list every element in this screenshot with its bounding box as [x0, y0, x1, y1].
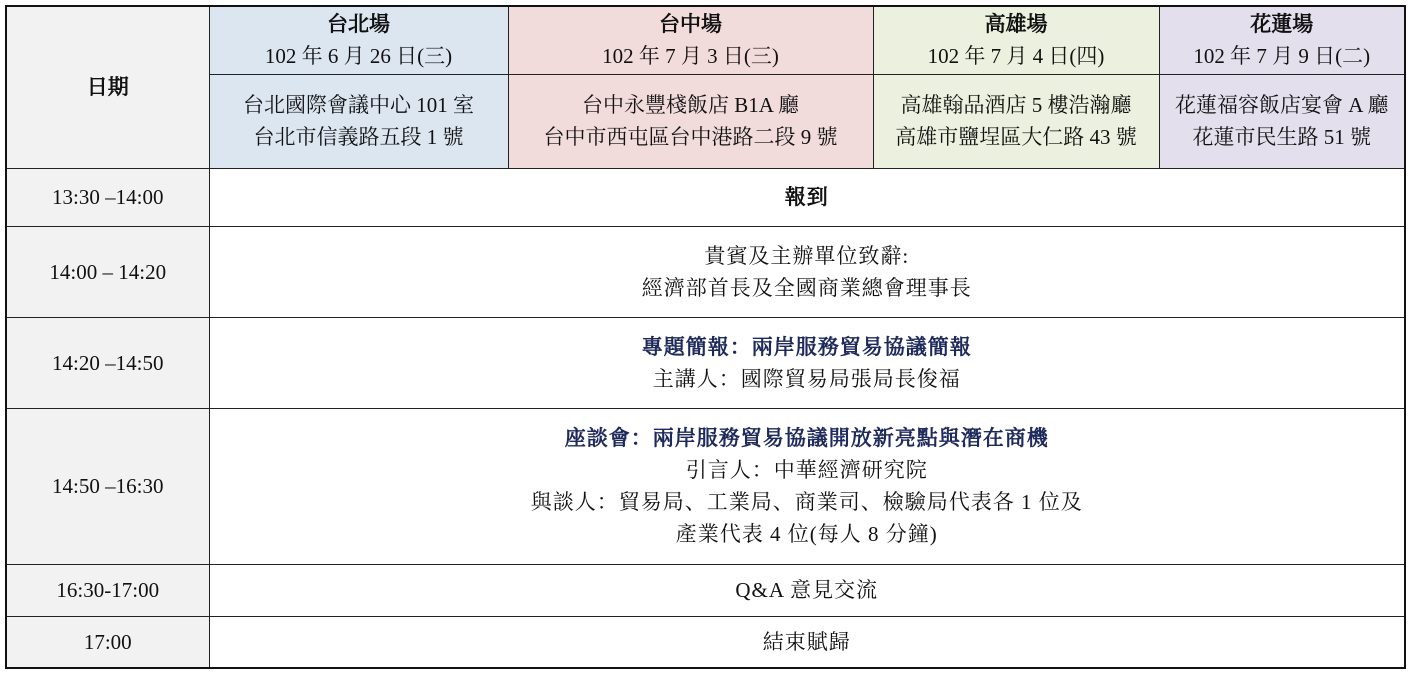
schedule-table: [5, 5, 1406, 669]
venue-location-row: [6, 74, 1405, 168]
schedule-row: [6, 317, 1405, 408]
time-cell: 14:50 –16:30: [6, 408, 209, 564]
agenda-line: 產業代表 4 位(每人 8 分鐘): [675, 522, 938, 546]
venue-taichung-location: [508, 74, 873, 168]
time-cell: 16:30-17:00: [6, 564, 209, 616]
schedule-row: [6, 616, 1405, 668]
schedule-row: [6, 408, 1405, 564]
agenda-cell: [209, 317, 1405, 408]
venue-header-row: [6, 6, 1405, 74]
agenda-checkin: 報到: [784, 185, 829, 209]
agenda-line: 結束賦歸: [762, 629, 851, 654]
venue-date: 102 年 6 月 26 日(三): [264, 44, 453, 69]
venue-hualien-header: [1159, 6, 1405, 74]
agenda-line: 貴賓及主辦單位致辭:: [704, 243, 910, 268]
agenda-title: 專題簡報：兩岸服務貿易協議簡報: [641, 334, 972, 359]
venue-date: 102 年 7 月 9 日(二): [1193, 44, 1371, 69]
venue-taipei-header: [209, 6, 508, 74]
agenda-cell: [209, 226, 1405, 317]
agenda-line: 主講人：國際貿易局張局長俊福: [652, 366, 961, 391]
venue-place: 台北國際會議中心 101 室: [243, 93, 474, 117]
venue-taichung-header: [508, 6, 873, 74]
agenda-cell: [209, 616, 1405, 668]
time-cell: 14:20 –14:50: [6, 317, 209, 408]
venue-address: 高雄市鹽埕區大仁路 43 號: [895, 125, 1137, 149]
time-cell: 14:00 – 14:20: [6, 226, 209, 317]
venue-place: 高雄翰品酒店 5 樓浩瀚廳: [900, 93, 1132, 117]
venue-place: 台中永豐棧飯店 B1A 廳: [581, 93, 799, 117]
agenda-cell: [209, 564, 1405, 616]
venue-name: 高雄場: [984, 12, 1048, 37]
agenda-line: Q&A 意見交流: [735, 578, 879, 602]
schedule-row: [6, 564, 1405, 616]
venue-hualien-location: [1159, 74, 1405, 168]
venue-address: 台北市信義路五段 1 號: [253, 125, 464, 149]
schedule-row: [6, 168, 1405, 226]
agenda-cell: [209, 168, 1405, 226]
agenda-line: 引言人：中華經濟研究院: [685, 458, 928, 482]
agenda-cell: [209, 408, 1405, 564]
venue-kaohsiung-header: [873, 6, 1159, 74]
venue-address: 台中市西屯區台中港路二段 9 號: [543, 125, 838, 149]
venue-address: 花蓮市民生路 51 號: [1192, 125, 1371, 149]
agenda-line: 與談人：貿易局、工業局、商業司、檢驗局代表各 1 位及: [530, 490, 1083, 514]
time-cell: 17:00: [6, 616, 209, 668]
agenda-line: 經濟部首長及全國商業總會理事長: [641, 275, 972, 300]
venue-name: 台北場: [327, 12, 390, 37]
venue-name: 花蓮場: [1250, 12, 1314, 37]
venue-name: 台中場: [659, 12, 722, 37]
venue-taipei-location: [209, 74, 508, 168]
date-column-header: 日期: [6, 6, 209, 168]
time-cell: 13:30 –14:00: [6, 168, 209, 226]
agenda-title: 座談會：兩岸服務貿易協議開放新亮點與潛在商機: [564, 426, 1049, 450]
schedule-row: [6, 226, 1405, 317]
venue-kaohsiung-location: [873, 74, 1159, 168]
venue-place: 花蓮福容飯店宴會 A 廳: [1174, 93, 1389, 117]
venue-date: 102 年 7 月 3 日(三): [602, 44, 779, 69]
venue-date: 102 年 7 月 4 日(四): [927, 44, 1105, 69]
